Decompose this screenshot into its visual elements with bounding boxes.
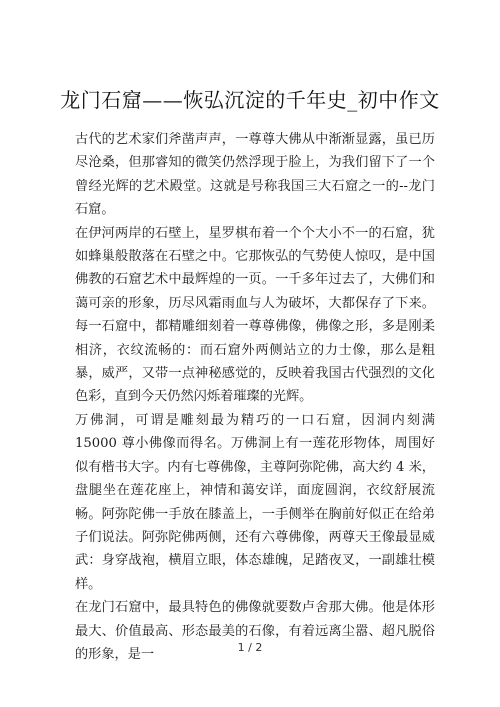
- page-number: 1 / 2: [237, 641, 263, 654]
- page-title: 龙门石窟——恢弘沉淀的千年史_初中作文: [60, 88, 440, 112]
- paragraph-3: 万佛洞，可谓是雕刻最为精巧的一口石窟，因洞内刻满 15000 尊小佛像而得名。万佛洞上有一莲花形物体，周围好似有楷书大字。内有七尊佛像，主尊阿弥陀佛，高大约 4 米，盘腿坐在莲花座上，神情和蔼安详，面庞圆润，衣纹舒展流畅。阿弥陀佛一手放在膝盖上，一手侧举在胸前好似正在给弟子们说法。阿弥陀佛两侧，还有六尊佛像，两尊天王像最显威武：身穿战袍，横眉立眼，体态雄魄，足踏夜叉，一副雄壮模样。: [75, 412, 435, 592]
- paragraph-2: 在伊河两岸的石壁上，星罗棋布着一个个大小不一的石窟，犹如蜂巢般散落在石壁之中。它那恢弘的气势使人惊叹，是中国佛教的石窟艺术中最辉煌的一页。一千多年过去了，大佛们和蔼可亲的形象，历尽风霜雨血与人为破坏，大都保存了下来。每一石窟中，都精雕细刻着一尊尊佛像，佛像之形，多是刚柔相济，衣纹流畅的：而石窟外两侧站立的力士像，那么是粗暴，威严，又带一点神秘感觉的，反映着我国古代强烈的文化色彩，直到今天仍然闪烁着璀璨的光辉。: [75, 225, 435, 405]
- paragraph-4: 在龙门石窟中，最具特色的佛像就要数卢舍那大佛。他是体形最大、价值最高、形态最美的石像，有着远离尘嚣、超凡脱俗的形象，是一: [75, 600, 435, 662]
- article-body: [75, 128, 435, 666]
- paragraph-1: 古代的艺术家们斧凿声声，一尊尊大佛从中渐渐显露，虽已历尽沧桑，但那睿知的微笑仍然浮现于脸上，为我们留下了一个曾经光辉的艺术殿堂。这就是号称我国三大石窟之一的--龙门石窟。: [75, 132, 435, 218]
